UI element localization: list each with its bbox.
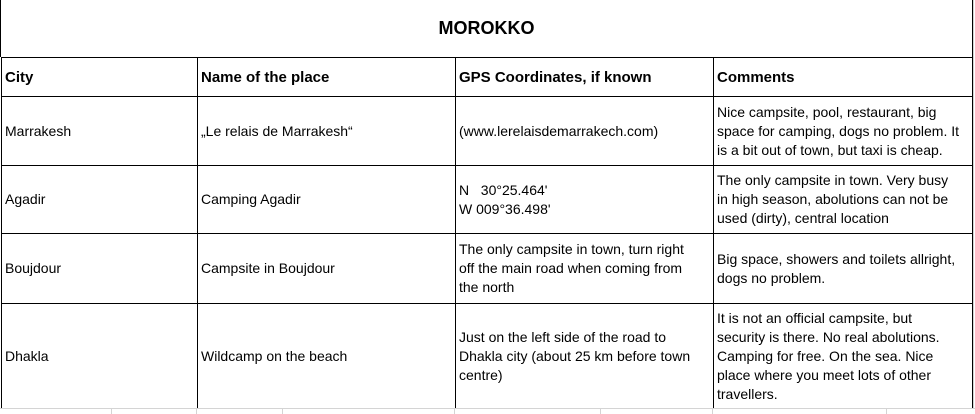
cell-line: centre) xyxy=(459,366,503,383)
grid-tick xyxy=(196,409,197,414)
cell-place[interactable]: Campsite in Boujdour xyxy=(198,234,456,304)
cell-place[interactable]: Wildcamp on the beach xyxy=(198,304,456,409)
grid-tick xyxy=(454,409,455,414)
cell-line: used (dirty), central location xyxy=(717,210,889,226)
cell-comments[interactable] xyxy=(714,97,973,166)
grid-tick xyxy=(712,409,713,414)
cell-line: in high season, abolutions can not be xyxy=(717,191,949,207)
gridline-bottom xyxy=(0,408,975,414)
cell-line: N 30°25.464' xyxy=(459,181,548,198)
table-row xyxy=(2,304,973,409)
cell-city[interactable]: Boujdour xyxy=(2,234,198,304)
cell-line: the north xyxy=(459,279,515,295)
cell-line: (www.lerelaisdemarrakech.com) xyxy=(459,122,659,139)
header-place-name[interactable]: Name of the place xyxy=(198,58,456,97)
cell-line: Big space, showers and toilets allright, xyxy=(717,250,956,267)
cell-place[interactable]: Camping Agadir xyxy=(198,166,456,234)
cell-comments[interactable] xyxy=(714,234,973,304)
header-gps[interactable]: GPS Coordinates, if known xyxy=(456,58,714,97)
cell-line: Camping for free. On the sea. Nice xyxy=(717,347,934,364)
cell-line: place where you meet lots of other xyxy=(717,366,932,383)
sheet-title: MOROKKO xyxy=(0,0,973,57)
cell-place[interactable]: „Le relais de Marrakesh“ xyxy=(198,97,456,166)
cell-line: It is not an official campsite, but xyxy=(717,309,913,326)
cell-line: off the main road when coming from xyxy=(459,260,683,276)
cell-line: Dhakla city (about 25 km before town xyxy=(459,347,691,364)
grid-tick xyxy=(111,409,112,414)
campsite-table xyxy=(1,57,973,409)
gridline-right xyxy=(973,0,974,413)
cell-line: The only campsite in town, turn right xyxy=(459,241,684,257)
cell-comments[interactable] xyxy=(714,304,973,409)
header-comments[interactable]: Comments xyxy=(714,58,973,97)
grid-tick xyxy=(886,409,887,414)
grid-tick xyxy=(600,409,601,414)
cell-gps[interactable] xyxy=(456,97,714,166)
cell-gps[interactable] xyxy=(456,304,714,409)
cell-city[interactable]: Dhakla xyxy=(2,304,198,409)
cell-line: Just on the left side of the road to xyxy=(459,328,667,345)
cell-line: Nice campsite, pool, restaurant, big xyxy=(717,103,937,120)
table-row xyxy=(2,166,973,234)
table-row xyxy=(2,97,973,166)
cell-line: W 009°36.498' xyxy=(459,200,551,217)
cell-line: space for camping, dogs no problem. It xyxy=(717,122,960,139)
cell-line: dogs no problem. xyxy=(717,269,826,286)
header-city[interactable]: City xyxy=(2,58,198,97)
cell-line: security is there. No real abolutions. xyxy=(717,328,940,345)
cell-gps[interactable] xyxy=(456,166,714,234)
cell-city[interactable]: Marrakesh xyxy=(2,97,198,166)
cell-line: The only campsite in town. Very busy xyxy=(717,172,949,188)
grid-tick xyxy=(282,409,283,414)
header-row xyxy=(2,58,973,97)
cell-gps[interactable] xyxy=(456,234,714,304)
cell-line: travellers. xyxy=(717,385,778,402)
cell-comments[interactable] xyxy=(714,166,973,234)
table-row xyxy=(2,234,973,304)
cell-city[interactable]: Agadir xyxy=(2,166,198,234)
cell-line: is a bit out of town, but taxi is cheap. xyxy=(717,141,943,158)
